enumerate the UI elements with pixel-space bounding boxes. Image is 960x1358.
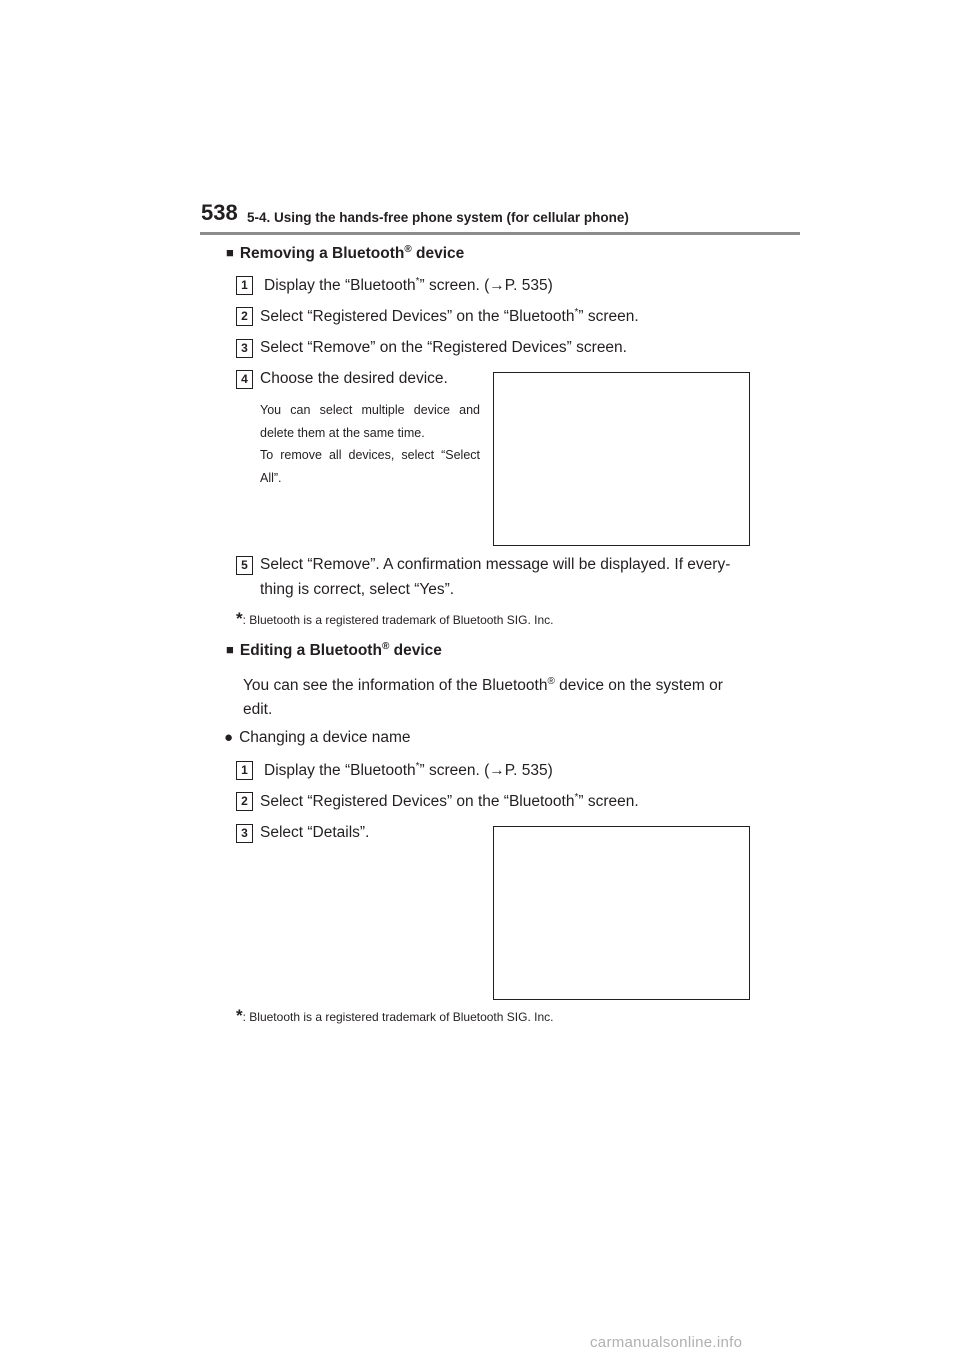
step-number-badge: 2 xyxy=(236,307,253,326)
watermark: carmanualsonline.info xyxy=(590,1334,743,1351)
page-number: 538 xyxy=(201,200,238,225)
screen-image-placeholder xyxy=(493,826,750,1000)
step-text: Select “Registered Devices” on the “Bluetooth*” screen. xyxy=(260,307,639,326)
chapter-title: 5-4. Using the hands-free phone system (for cellular phone) xyxy=(247,210,629,225)
step-text: Display the “Bluetooth*” screen. (→P. 535) xyxy=(264,761,553,780)
footnote: *: Bluetooth is a registered trademark of Bluetooth SIG. Inc. xyxy=(236,1006,554,1025)
section-heading-edit: ■ Editing a Bluetooth® device xyxy=(226,641,442,660)
square-bullet-icon: ■ xyxy=(226,245,234,261)
step-text: Choose the desired device. xyxy=(260,370,448,387)
step-number-badge: 4 xyxy=(236,370,253,389)
header-divider xyxy=(200,232,800,235)
square-bullet-icon: ■ xyxy=(226,642,234,658)
sub-heading: ● Changing a device name xyxy=(224,729,411,746)
screen-image-placeholder xyxy=(493,372,750,546)
step-text: Select “Remove”. A confirmation message will be displayed. If every- xyxy=(260,556,731,573)
footnote: *: Bluetooth is a registered trademark of Bluetooth SIG. Inc. xyxy=(236,609,554,628)
intro-text: You can see the information of the Bluetooth® device on the system or edit. xyxy=(243,676,723,719)
circle-bullet-icon: ● xyxy=(224,729,234,746)
step-text: Select “Remove” on the “Registered Devices” screen. xyxy=(260,339,627,356)
step-number-badge: 3 xyxy=(236,339,253,358)
step-number-badge: 2 xyxy=(236,792,253,811)
section-heading-remove: ■ Removing a Bluetooth® device xyxy=(226,244,465,263)
step-number-badge: 5 xyxy=(236,556,253,575)
note-text: To remove all devices, select “Select All”. xyxy=(260,448,480,485)
step-text: Select “Details”. xyxy=(260,824,370,841)
step-number-badge: 3 xyxy=(236,824,253,843)
step-text: thing is correct, select “Yes”. xyxy=(260,581,455,598)
step-text: Select “Registered Devices” on the “Bluetooth*” screen. xyxy=(260,792,639,811)
step-number-badge: 1 xyxy=(236,276,253,295)
step-text: Display the “Bluetooth*” screen. (→P. 535) xyxy=(264,276,553,295)
note-text: You can select multiple device and delete them at the same time. xyxy=(260,403,480,440)
step-number-badge: 1 xyxy=(236,761,253,780)
